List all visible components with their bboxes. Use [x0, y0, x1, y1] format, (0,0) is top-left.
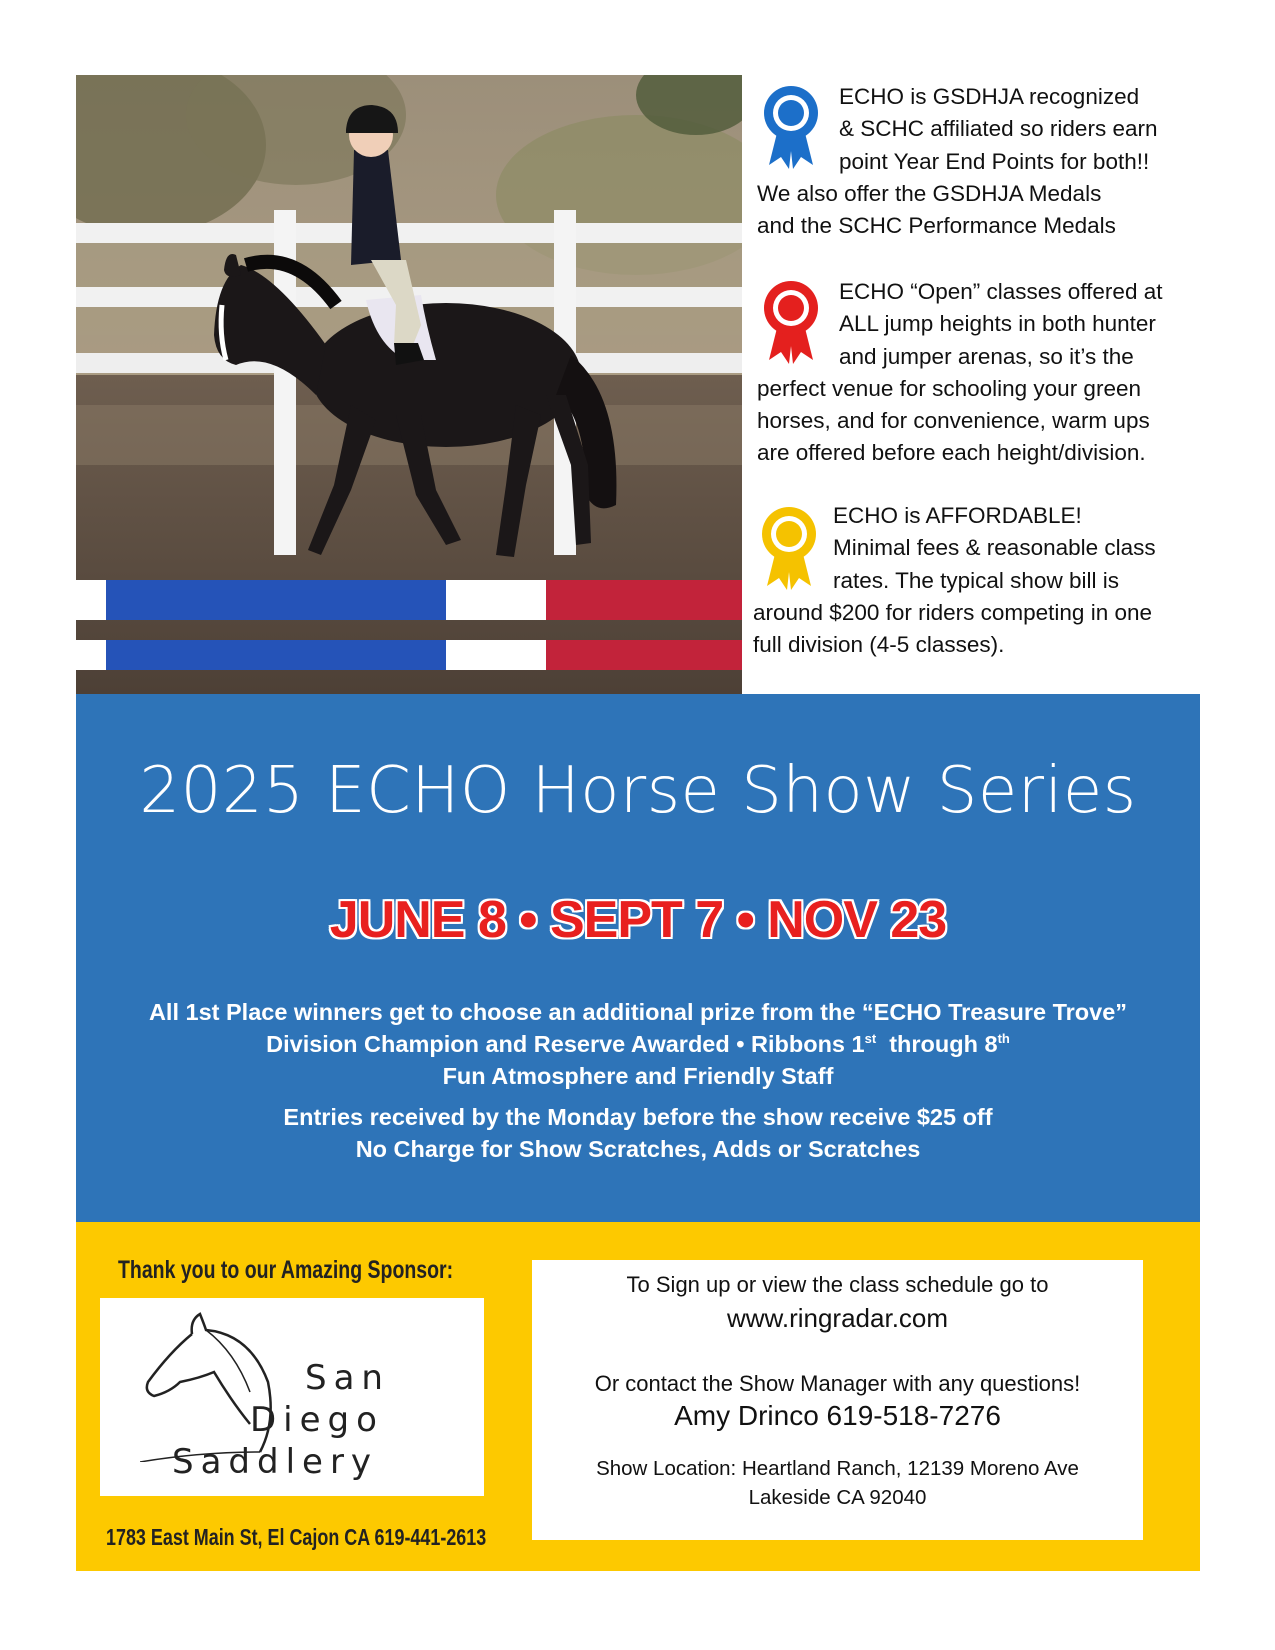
- feature-line: rates. The typical show bill is: [833, 567, 1119, 593]
- sponsor-heading: Thank you to our Amazing Sponsor:: [118, 1256, 454, 1284]
- feature-line: We also offer the GSDHJA Medals: [757, 180, 1102, 206]
- feature-line: and the SCHC Performance Medals: [757, 213, 1116, 239]
- ordinal-suffix: st: [864, 1031, 877, 1047]
- yellow-ribbon-icon: [761, 506, 817, 590]
- feature-line: full division (4-5 classes).: [753, 632, 1005, 658]
- feature-line: ECHO is GSDHJA recognized: [839, 84, 1140, 109]
- perk-ribbons-text: Division Champion and Reserve Awarded • Ribbons 1: [266, 1031, 865, 1057]
- feature-line: ECHO “Open” classes offered at: [839, 279, 1163, 304]
- feature-line: point Year End Points for both!!: [839, 148, 1150, 174]
- perk-atmosphere: Fun Atmosphere and Friendly Staff: [442, 1063, 834, 1089]
- feature-line: perfect venue for schooling your green: [757, 375, 1141, 401]
- logo-text-diego: Diego: [250, 1400, 384, 1440]
- sponsor-logo: [100, 1298, 484, 1496]
- perk-ribbons-text: through 8: [876, 1031, 998, 1057]
- event-banner: [76, 694, 1200, 1222]
- rider-pony-illustration: [76, 75, 742, 694]
- logo-text-san: San: [305, 1358, 390, 1398]
- hero-photo: [76, 75, 742, 694]
- signup-text: To Sign up or view the class schedule go to: [626, 1272, 1049, 1297]
- feature-line: and jumper arenas, so it’s the: [839, 343, 1134, 369]
- footer-band: [76, 1222, 1200, 1571]
- show-dates: JUNE 8 • SEPT 7 • NOV 23: [329, 891, 947, 949]
- sponsor-address: 1783 East Main St, El Cajon CA 619-441-2613: [106, 1524, 487, 1550]
- red-ribbon-icon: [763, 280, 819, 364]
- show-location: Show Location: Heartland Ranch, 12139 Moreno Ave: [596, 1457, 1079, 1480]
- feature-line: ECHO is AFFORDABLE!: [833, 503, 1082, 528]
- perk-ribbons: [76, 1028, 1200, 1060]
- perks-list: [76, 996, 1200, 1165]
- feature-line: ALL jump heights in both hunter: [839, 311, 1156, 337]
- manager-contact: Amy Drinco 619-518-7276: [674, 1400, 1001, 1431]
- spacer: [76, 1092, 1200, 1101]
- perk-early-entry: Entries received by the Monday before the show receive $25 off: [283, 1104, 993, 1130]
- website-link[interactable]: www.ringradar.com: [726, 1303, 949, 1333]
- questions-text: Or contact the Show Manager with any questions!: [594, 1371, 1081, 1396]
- feature-recognition: [757, 81, 1212, 242]
- perk-no-charge: No Charge for Show Scratches, Adds or Scratches: [355, 1136, 921, 1162]
- feature-affordable: [753, 500, 1208, 661]
- show-location-city: Lakeside CA 92040: [748, 1486, 927, 1509]
- ordinal-suffix: th: [997, 1031, 1010, 1047]
- perk-treasure-trove: All 1st Place winners get to choose an additional prize from the “ECHO Treasure Trove”: [148, 999, 1128, 1025]
- feature-line: horses, and for convenience, warm ups: [757, 408, 1150, 434]
- blue-ribbon-icon: [763, 85, 819, 169]
- contact-box: [532, 1260, 1143, 1540]
- feature-line: around $200 for riders competing in one: [753, 599, 1153, 625]
- feature-line: are offered before each height/division.: [757, 440, 1146, 466]
- page-title: 2025 ECHO Horse Show Series: [139, 754, 1137, 828]
- feature-open-classes: [757, 276, 1212, 470]
- feature-line: Minimal fees & reasonable class: [833, 535, 1156, 561]
- feature-line: & SCHC affiliated so riders earn: [839, 116, 1158, 142]
- logo-text-saddlery: Saddlery: [172, 1442, 379, 1482]
